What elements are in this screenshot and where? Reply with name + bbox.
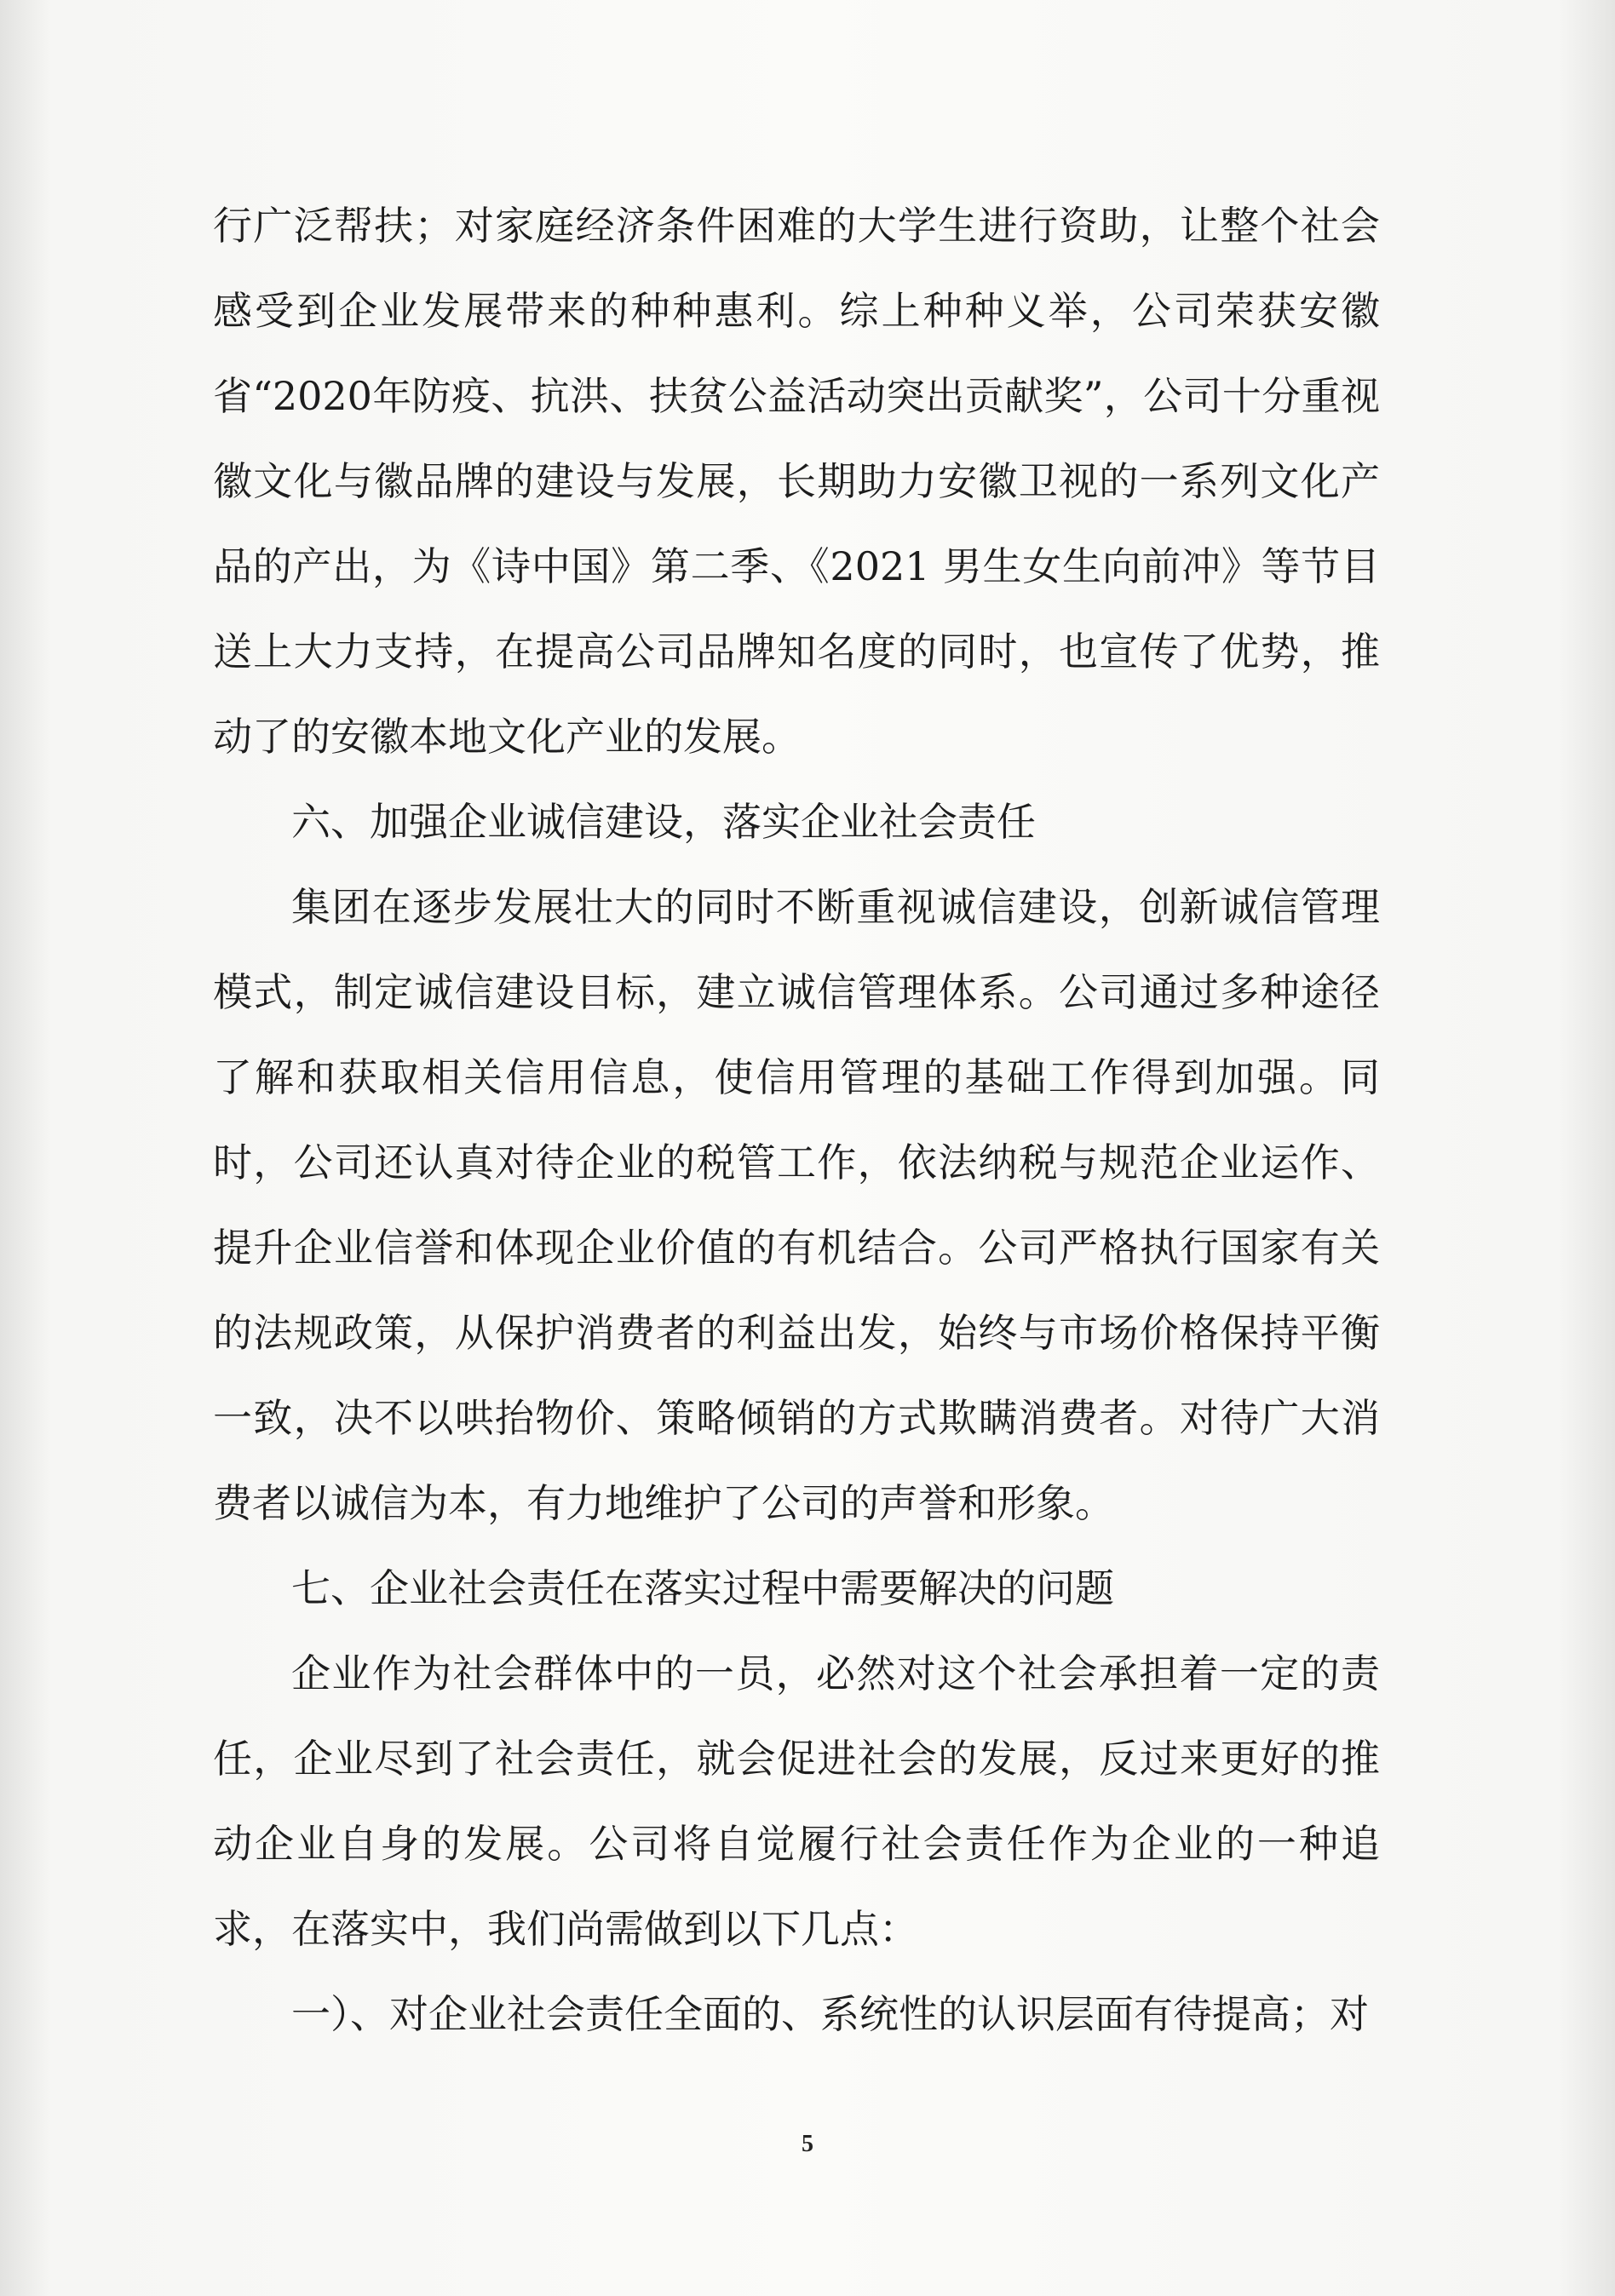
page-number: 5 (802, 2131, 813, 2157)
paragraph-continuation: 行广泛帮扶；对家庭经济条件困难的大学生进行资助，让整个社会感受到企业发展带来的种种惠利。综上种种义举，公司荣获安徽省“2020年防疫、抗洪、扶贫公益活动突出贡献奖”，公司十分重视徽文化与徽品牌的建设与发展，长期助力安徽卫视的一系列文化产品的产出，为《诗中国》第二季、《2021 男生女生向前冲》等节目送上大力支持，在提高公司品牌知名度的同时，也宣传了优势，推动了的安徽本地文化产业的发展。 (213, 203, 1380, 760)
paragraph-integrity: 集团在逐步发展壮大的同时不断重视诚信建设，创新诚信管理模式，制定诚信建设目标，建立诚信管理体系。公司通过多种途径了解和获取相关信用信息，使信用管理的基础工作得到加强。同时，公司还认真对待企业的税管工作，依法纳税与规范企业运作、提升企业信誉和体现企业价值的有机结合。公司严格执行国家有关的法规政策，从保护消费者的利益出发，始终与市场价格保持平衡一致，决不以哄抬物价、策略倾销的方式欺瞒消费者。对待广大消费者以诚信为本，有力地维护了公司的声誉和形象。 (213, 884, 1380, 1526)
section-heading-six: 六、加强企业诚信建设，落实企业社会责任 (291, 799, 1036, 845)
document-body (213, 183, 1380, 2057)
paragraph-point-one: 一）、对企业社会责任全面的、系统性的认识层面有待提高；对 (291, 1991, 1369, 2037)
section-heading-seven: 七、企业社会责任在落实过程中需要解决的问题 (291, 1565, 1114, 1611)
paragraph-responsibility: 企业作为社会群体中的一员，必然对这个社会承担着一定的责任，企业尽到了社会责任，就会促进社会的发展，反过来更好的推动企业自身的发展。公司将自觉履行社会责任作为企业的一种追求，在落实中，我们尚需做到以下几点： (213, 1650, 1380, 1952)
